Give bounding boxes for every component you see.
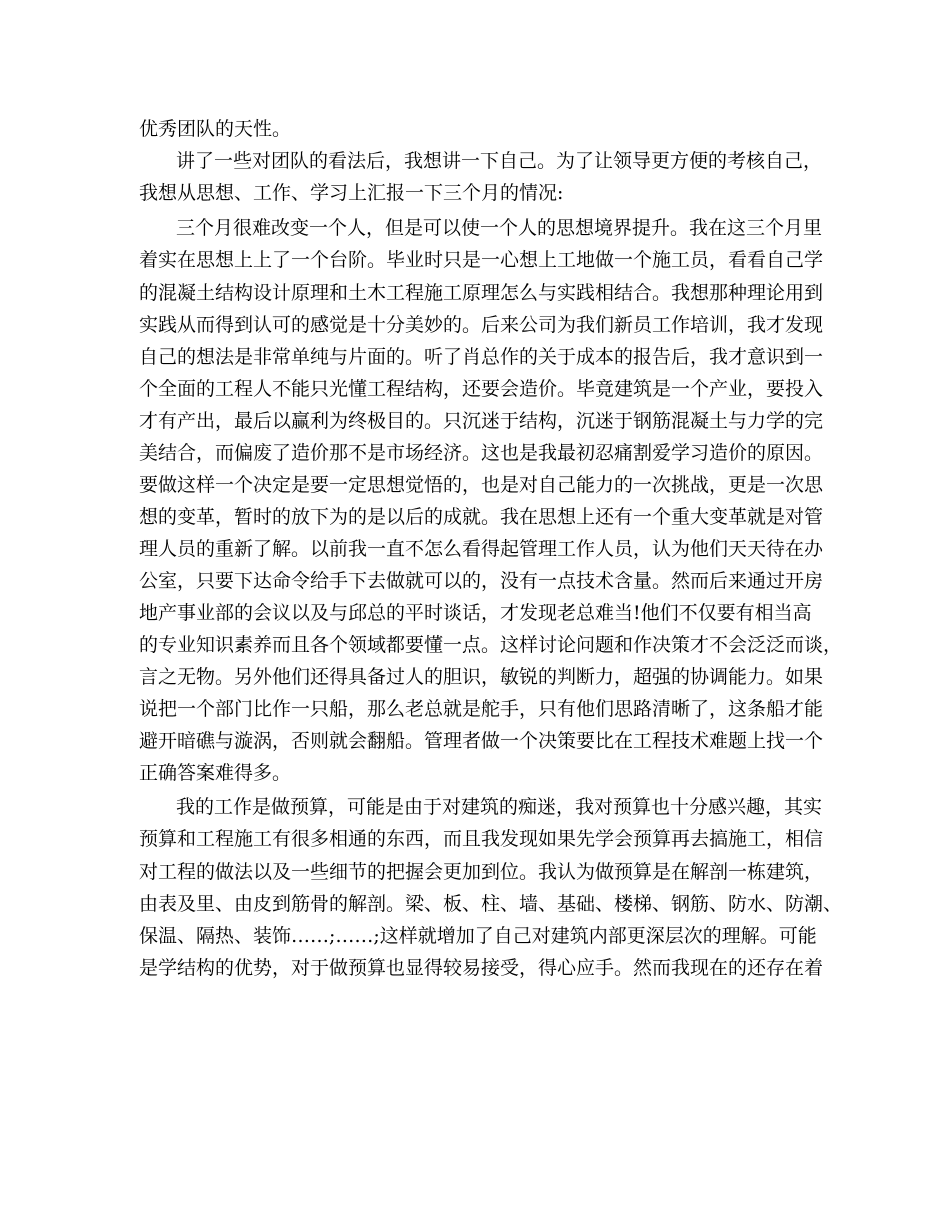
text-line: 美结合，而偏废了造价那不是市场经济。这也是我最初忍痛割爱学习造价的原因。 — [139, 442, 824, 464]
text-line: 言之无物。另外他们还得具备过人的胆识，敏锐的判断力，超强的协调能力。如果 — [139, 666, 824, 688]
text-line: 是学结构的优势，对于做预算也显得较易接受，得心应手。然而我现在的还存在着 — [139, 957, 824, 979]
text-line: 自己的想法是非常单纯与片面的。听了肖总作的关于成本的报告后，我才意识到一 — [139, 346, 824, 368]
text-line: 预算和工程施工有很多相通的东西，而且我发现如果先学会预算再去搞施工，相信 — [139, 828, 824, 850]
text-line: 的专业知识素养而且各个领域都要懂一点。这样讨论问题和作决策才不会泛泛而谈， — [139, 634, 843, 656]
text-line: 理人员的重新了解。以前我一直不怎么看得起管理工作人员，认为他们天天待在办 — [139, 538, 824, 560]
text-line: 地产事业部的会议以及与邱总的平时谈话，才发现老总难当!他们不仅要有相当高 — [139, 602, 812, 624]
paragraph-start-line: 我的工作是做预算，可能是由于对建筑的痴迷，我对预算也十分感兴趣，其实 — [176, 796, 823, 818]
text-line: 想的变革，暂时的放下为的是以后的成就。我在思想上还有一个重大变革就是对管 — [139, 506, 824, 528]
text-line: 个全面的工程人不能只光懂工程结构，还要会造价。毕竟建筑是一个产业，要投入 — [139, 378, 824, 400]
text-line: 对工程的做法以及一些细节的把握会更加到位。我认为做预算是在解剖一栋建筑， — [139, 861, 824, 883]
text-line: 保温、隔热、装饰……;……;这样就增加了自己对建筑内部更深层次的理解。可能 — [139, 925, 817, 947]
text-line: 由表及里、由皮到筋骨的解剖。梁、板、柱、墙、基础、楼梯、钢筋、防水、防潮、 — [139, 893, 843, 915]
text-line: 着实在思想上上了一个台阶。毕业时只是一心想上工地做一个施工员，看看自己学 — [139, 249, 824, 271]
paragraph-start-line: 讲了一些对团队的看法后，我想讲一下自己。为了让领导更方便的考核自己， — [176, 150, 823, 172]
text-line: 说把一个部门比作一只船，那么老总就是舵手，只有他们思路清晰了，这条船才能 — [139, 698, 824, 720]
text-line: 才有产出，最后以赢利为终极目的。只沉迷于结构，沉迷于钢筋混凝土与力学的完 — [139, 410, 824, 432]
text-line: 公室，只要下达命令给手下去做就可以的，没有一点技术含量。然而后来通过开房 — [139, 570, 824, 592]
paragraph-start-line: 三个月很难改变一个人，但是可以使一个人的思想境界提升。我在这三个月里 — [176, 217, 823, 239]
text-line: 的混凝土结构设计原理和土木工程施工原理怎么与实践相结合。我想那种理论用到 — [139, 282, 824, 304]
text-line: 我想从思想、工作、学习上汇报一下三个月的情况: — [139, 182, 564, 204]
text-line: 优秀团队的天性。 — [139, 118, 292, 140]
text-line: 实践从而得到认可的感觉是十分美妙的。后来公司为我们新员工作培训，我才发现 — [139, 314, 824, 336]
text-line: 避开暗礁与漩涡，否则就会翻船。管理者做一个决策要比在工程技术难题上找一个 — [139, 730, 824, 752]
text-line: 正确答案难得多。 — [139, 762, 292, 784]
text-line: 要做这样一个决定是要一定思想觉悟的，也是对自己能力的一次挑战，更是一次思 — [139, 474, 824, 496]
